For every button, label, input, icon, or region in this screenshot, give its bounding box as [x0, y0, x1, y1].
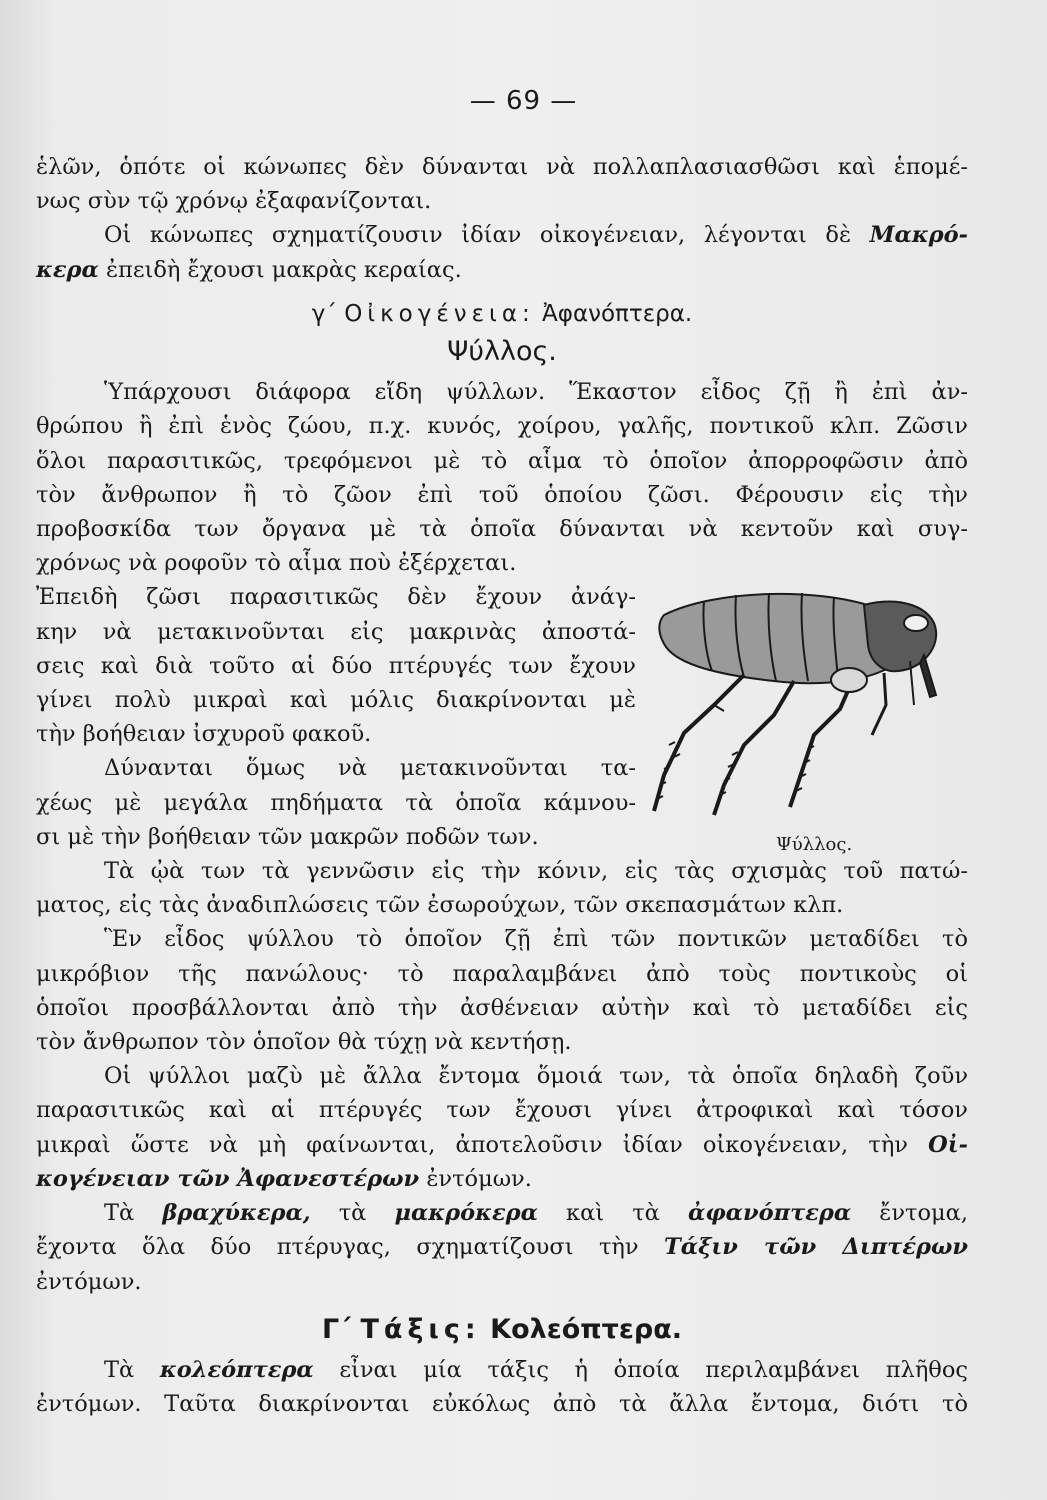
term-coleoptera: κολεόπτερα	[159, 1356, 314, 1383]
order-heading-name: Κολεόπτερα.	[490, 1313, 683, 1345]
text-line	[36, 1128, 968, 1162]
text-line: προβοσκίδα των ὄργανα μὲ τὰ ὁποῖα δύνανται νὰ κεντοῦν καὶ συγ-	[36, 516, 968, 543]
text-line: χέως μὲ μεγάλα πηδήματα τὰ ὁποῖα κάμνου-	[36, 789, 636, 816]
text-line: τὸν ἄνθρωπον τὸν ὁποῖον θὰ τύχῃ νὰ κεντήσῃ.	[36, 1029, 572, 1056]
text-line: Τὰ ᾠὰ των τὰ γεννῶσιν εἰς τὴν κόνιν, εἰς τὰς σχισμὰς τοῦ πατώ-	[104, 858, 968, 885]
text-fragment: ἔχοντα ὅλα δύο πτέρυγας, σχηματίζουσι τὴν	[36, 1234, 665, 1261]
term-aphanoptera: ἀφανόπτερα	[688, 1200, 852, 1227]
text-line	[36, 218, 968, 252]
text-line: σι μὲ τὴν βοήθειαν τῶν μακρῶν ποδῶν των.	[36, 823, 539, 850]
text-line: ἑλῶν, ὁπότε οἱ κώνωπες δὲν δύνανται νὰ πολλαπλασιασθῶσι καὶ ἑπομέ-	[36, 154, 968, 180]
text-line: ὅλοι παρασιτικῶς, τρεφόμενοι μὲ τὸ αἷμα τὸ ὁποῖον ἀπορροφῶσιν ἀπὸ	[36, 447, 968, 474]
text-line: ματος, εἰς τὰς ἀναδιπλώσεις τῶν ἐσωρούχων, τῶν σκεπασμάτων κλπ.	[36, 892, 844, 919]
text-line	[36, 1196, 968, 1230]
text-line: παρασιτικῶς καὶ αἱ πτέρυγές των ἔχουσι γίνει ἀτροφικαὶ καὶ τόσον	[36, 1097, 968, 1124]
term-family-aphanestera: Οἰ-	[928, 1131, 968, 1158]
text-fragment: Τὰ	[104, 1200, 163, 1227]
term-order-diptera: Τάξιν τῶν Διπτέρων	[664, 1234, 968, 1261]
order-heading-label: Τάξις:	[360, 1313, 481, 1345]
text-fragment: μικραὶ ὥστε νὰ μὴ φαίνωνται, ἀποτελοῦσιν ἰδίαν οἰκογένειαν, τὴν	[36, 1131, 929, 1158]
figure-caption: Ψύλλος.	[776, 834, 853, 855]
text-beside-figure	[36, 546, 636, 854]
text-line: νως σὺν τῷ χρόνῳ ἐξαφανίζονται.	[36, 188, 432, 215]
text-line: ἐντόμων.	[36, 1268, 142, 1295]
family-heading-label: Οἰκογένεια:	[344, 300, 535, 327]
term-family-aphanestera-end: κογένειαν τῶν Ἀφανεστέρων	[36, 1165, 420, 1192]
text-line: Δύνανται ὅμως νὰ μετακινοῦνται τα-	[104, 755, 636, 782]
text-line: τὴν βοήθειαν ἰσχυροῦ φακοῦ.	[36, 721, 372, 748]
text-fragment: Οἱ κώνωπες σχηματίζουσιν ἰδίαν οἰκογένειαν, λέγονται δὲ	[104, 222, 870, 249]
family-heading-prefix: γ΄	[311, 300, 337, 327]
term-macrocera: Μακρό-	[869, 222, 968, 249]
text-fragment: ἔντομα,	[851, 1200, 968, 1227]
family-heading-name: Ἀφανόπτερα.	[542, 300, 693, 327]
order-heading-prefix: Γ΄	[321, 1313, 352, 1345]
text-line: Ἓν εἶδος ψύλλου τὸ ὁποῖον ζῇ ἐπὶ τῶν ποντικῶν μεταδίδει τὸ	[104, 926, 968, 953]
text-line: χρόνως νὰ ροφοῦν τὸ αἷμα ποὺ ἐξέρχεται.	[36, 550, 517, 577]
term-macrocera: μακρόκερα	[394, 1200, 538, 1227]
term-brachycera: βραχύκερα,	[162, 1200, 311, 1227]
flea-illustration	[624, 585, 954, 865]
family-heading	[36, 297, 968, 331]
text-fragment: εἶναι μία τάξις ἡ ὁποία περιλαμβάνει πλῆθος	[313, 1356, 968, 1383]
text-line	[36, 1353, 968, 1387]
page-number: — 69 —	[469, 86, 578, 116]
text-fragment: τὰ	[310, 1200, 395, 1227]
text-line: κην νὰ μετακινοῦνται εἰς μακρινὰς ἀποστά-	[36, 618, 636, 645]
text-line	[36, 253, 968, 287]
text-fragment: καὶ τὰ	[537, 1200, 688, 1227]
text-line: ἐντόμων. Ταῦτα διακρίνονται εὐκόλως ἀπὸ τὰ ἄλλα ἔντομα, διότι τὸ	[36, 1391, 968, 1418]
term-macrocera-end: κερα	[36, 256, 99, 283]
text-fragment: ἐντόμων.	[419, 1165, 532, 1192]
section-heading-psyllos: Ψύλλος.	[447, 336, 557, 368]
text-line: τὸν ἄνθρωπον ἢ τὸ ζῶον ἐπὶ τοῦ ὁποίου ζῶσι. Φέρουσιν εἰς τὴν	[36, 481, 968, 508]
text-line: σεις καὶ διὰ τοῦτο αἱ δύο πτέρυγές των ἔχουν	[36, 652, 636, 679]
order-heading	[36, 1313, 968, 1347]
text-line	[36, 1162, 968, 1196]
text-line	[36, 1230, 968, 1264]
text-fragment: Τὰ	[104, 1356, 160, 1383]
text-line: Οἱ ψύλλοι μαζὺ μὲ ἄλλα ἔντομα ὅμοιά των, τὰ ὁποῖα δηλαδὴ ζοῦν	[104, 1063, 968, 1090]
text-line: μικρόβιον τῆς πανώλους· τὸ παραλαμβάνει ἀπὸ τοὺς ποντικοὺς οἱ	[36, 960, 968, 987]
flea-drawing	[624, 585, 954, 825]
text-line: θρώπου ἢ ἐπὶ ἑνὸς ζώου, π.χ. κυνός, χοίρου, γαλῆς, ποντικοῦ κλπ. Ζῶσιν	[36, 413, 968, 440]
text-line: Ὑπάρχουσι διάφορα εἴδη ψύλλων. Ἕκαστον εἶδος ζῇ ἢ ἐπὶ ἀν-	[104, 379, 968, 406]
text-line: γίνει πολὺ μικραὶ καὶ μόλις διακρίνονται μὲ	[36, 687, 636, 714]
text-line: Ἐπειδὴ ζῶσι παρασιτικῶς δὲν ἔχουν ἀνάγ-	[36, 584, 636, 611]
text-fragment: ἐπειδὴ ἔχουσι μακρὰς κεραίας.	[98, 256, 462, 283]
text-line: ὁποῖοι προσβάλλονται ἀπὸ τὴν ἀσθένειαν αὐτὴν καὶ τὸ μεταδίδει εἰς	[36, 994, 968, 1021]
